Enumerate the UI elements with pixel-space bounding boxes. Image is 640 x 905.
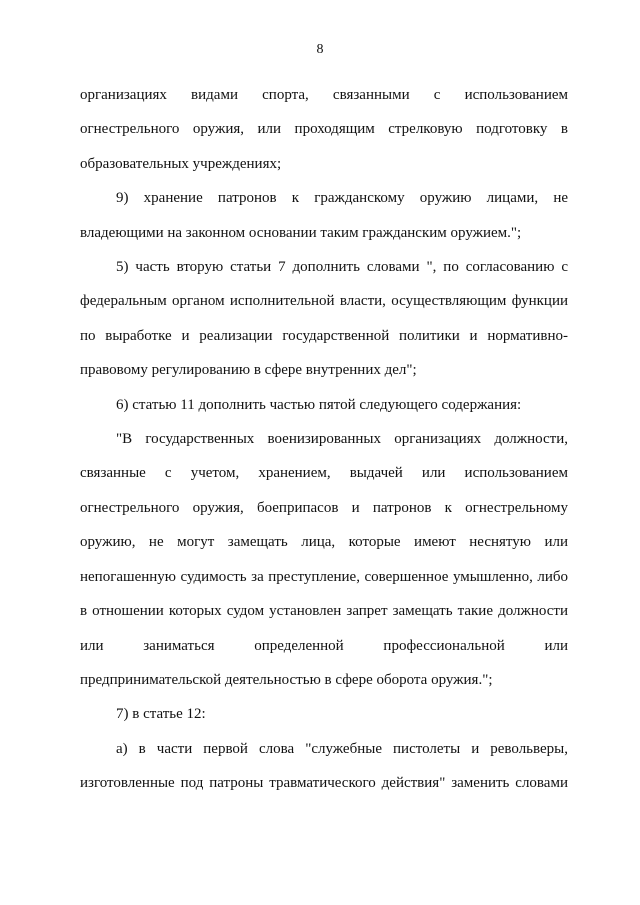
paragraph-quoted-text: "В государственных военизированных организациях должности, связанные с учетом, хранением, выдачей или использованием огнестрельного оружия, боеприпасов и патронов к огнестрельному оружию, не могут замещать лица, которые имеют неснятую или непогашенную судимость за преступление, совершенное умышленно, либо в отношении которых судом установлен запрет замещать такие должности или заниматься определенной профессиональной или предпринимательской деятельностью в сфере оборота оружия."; [80,431,568,688]
paragraph-item-6: 6) статью 11 дополнить частью пятой следующего содержания: [116,396,522,413]
paragraph-item-9: 9) хранение патронов к гражданскому оружию лицами, не владеющими на законном основании таким гражданским оружием."; [80,190,568,241]
paragraph-item-a: а) в части первой слова "служебные пистолеты и револьверы, изготовленные под патроны травматического действия" заменить словами [80,740,568,792]
paragraph-continuation: организациях видами спорта, связанными с использованием огнестрельного оружия, или проходящим стрелковую подготовку в образовательных учреждениях; [80,87,568,172]
document-body [80,78,568,801]
paragraph-item-7: 7) в статье 12: [116,706,206,723]
paragraph-item-5: 5) часть вторую статьи 7 дополнить словами ", по согласованию с федеральным органом исполнительной власти, осуществляющим функции по выработке и реализации государственной политики и нормативно-правовому регулированию в сфере внутренних дел"; [80,259,568,379]
page-number: 8 [316,42,324,57]
